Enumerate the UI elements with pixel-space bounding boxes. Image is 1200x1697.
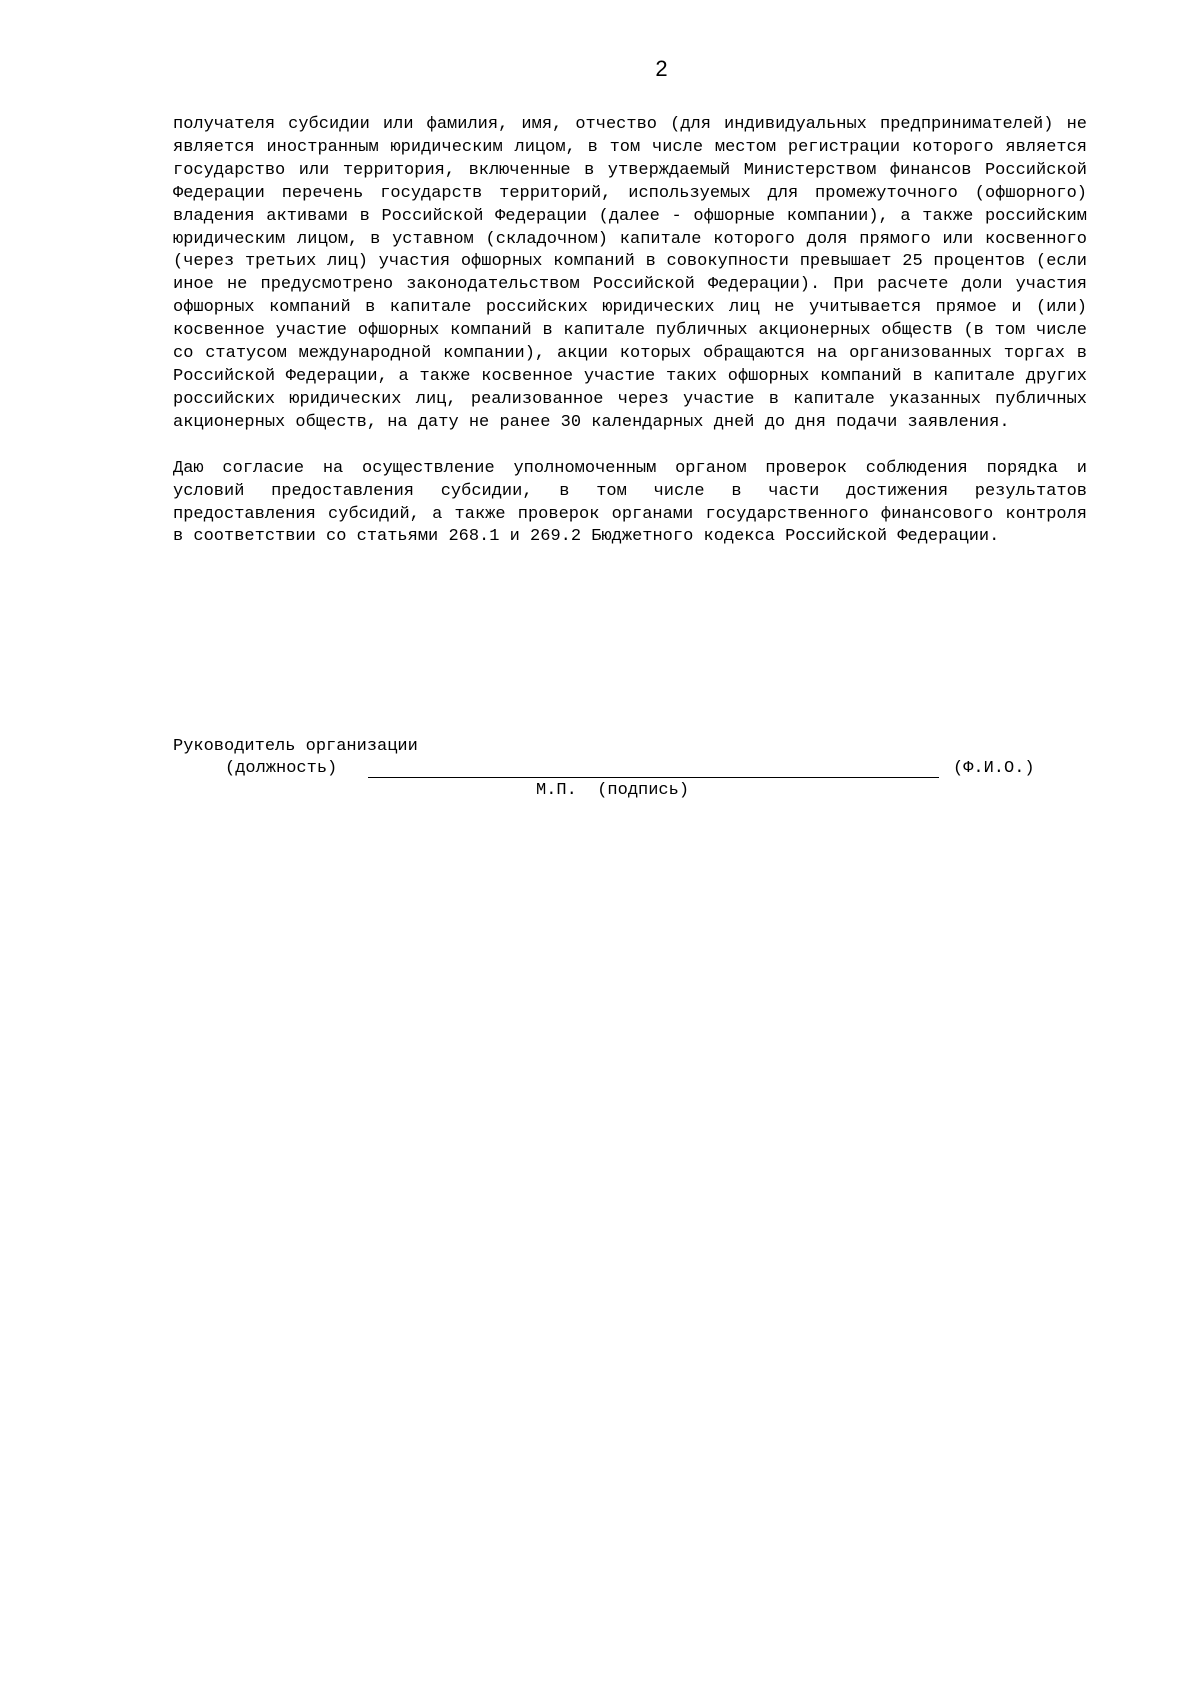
paragraph-consent: Даю согласие на осуществление уполномоченным органом проверок соблюдения порядка и условий предоставления субсидии, в том числе в части достижения результатов предоставления субсидий, а также проверок органами государственного финансового контроля в соответствии со статьями 268.1 и 269.2 Бюджетного кодекса Российской Федерации.: [173, 458, 1087, 547]
page-number: 2: [655, 56, 668, 81]
seal-signature-caption: М.П. (подпись): [536, 781, 690, 800]
signature-title: Руководитель организации: [173, 737, 418, 756]
signature-row: [173, 758, 1087, 780]
paragraph-offshore-statement: получателя субсидии или фамилия, имя, отчество (для индивидуальных предпринимателей) не является иностранным юридическим лицом, в том числе местом регистрации которого является государство или территория, включенные в утверждаемый Министерством финансов Российской Федерации перечень государств территорий, используемых для промежуточного (офшорного) владения активами в Российской Федерации (далее - офшорные компании), а также российским юридическим лицом, в уставном (складочном) капитале которого доля прямого или косвенного (через третьих лиц) участия офшорных компаний в совокупности превышает 25 процентов (если иное не предусмотрено законодательством Российской Федерации). При расчете доли участия офшорных компаний в капитале российских юридических лиц не учитывается прямое и (или) косвенное участие офшорных компаний в капитале публичных акционерных обществ (в том числе со статусом международной компании), акции которых обращаются на организованных торгах в Российской Федерации, а также косвенное участие таких офшорных компаний в капитале других российских юридических лиц, реализованное через участие в капитале указанных публичных акционерных обществ, на дату не ранее 30 календарных дней до дня подачи заявления.: [173, 115, 1087, 432]
position-label: (должность): [225, 759, 338, 778]
document-body: [173, 114, 1087, 549]
full-name-label: (Ф.И.О.): [953, 759, 1035, 778]
paragraph-spacer: [173, 435, 1087, 458]
signature-line: [368, 777, 939, 778]
signature-block: [173, 736, 1087, 800]
